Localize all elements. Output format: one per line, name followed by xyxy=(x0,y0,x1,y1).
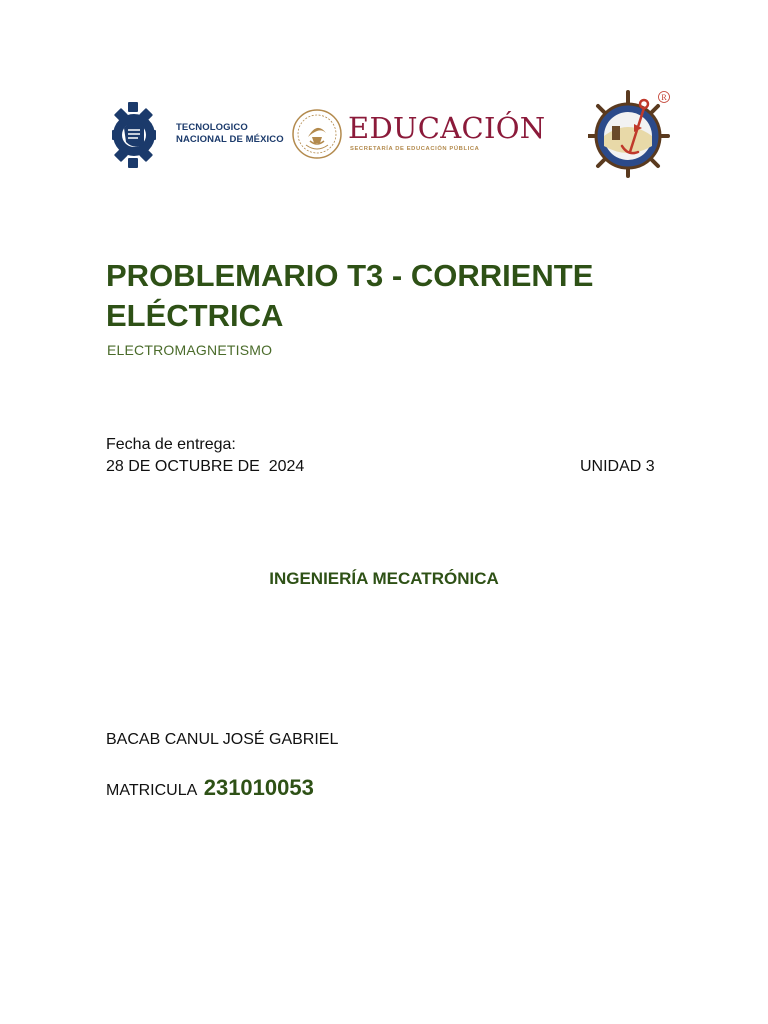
sep-subtitle: SECRETARÍA DE EDUCACIÓN PÚBLICA xyxy=(350,146,480,152)
document-title: PROBLEMARIO T3 - CORRIENTE ELÉCTRICA xyxy=(106,258,594,333)
student-id-label: MATRICULA xyxy=(106,782,198,799)
sep-logo xyxy=(292,105,546,165)
student-id-value: 231010053 xyxy=(203,775,314,800)
sep-title: EDUCACIÓN xyxy=(348,111,546,145)
subject-name: ELECTROMAGNETISMO xyxy=(107,342,273,358)
student-name: BACAB CANUL JOSÉ GABRIEL xyxy=(106,731,339,748)
student-id-row xyxy=(106,775,314,801)
due-date: 28 DE OCTUBRE DE 2024 xyxy=(106,458,305,475)
due-date-label: Fecha de entrega: xyxy=(106,436,236,453)
unit-label: UNIDAD 3 xyxy=(580,458,655,475)
tecnm-line2: NACIONAL DE MÉXICO xyxy=(176,134,284,145)
institute-seal-logo xyxy=(588,90,674,180)
career-name: INGENIERÍA MECATRÓNICA xyxy=(269,569,499,588)
registered-mark: R xyxy=(661,93,667,102)
tecnm-logo-text xyxy=(176,122,284,146)
tecnm-gear-icon xyxy=(110,100,160,170)
ship-wheel-anchor-seal-icon xyxy=(588,90,674,180)
mexican-coat-of-arms-icon xyxy=(292,107,342,161)
tecnm-line1: TECNOLOGICO xyxy=(176,122,248,133)
tecnm-logo xyxy=(110,100,284,170)
